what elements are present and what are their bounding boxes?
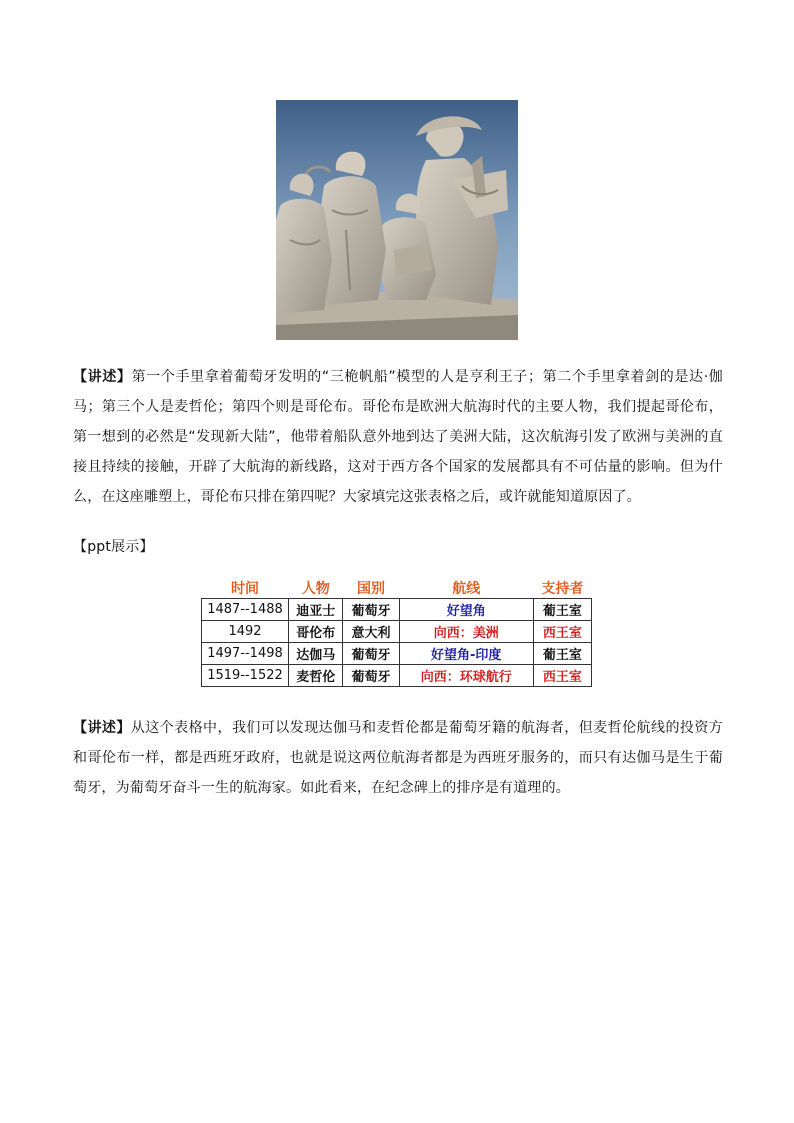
narration-text: 第一个手里拿着葡萄牙发明的“三桅帆船”模型的人是亨利王子；第二个手里拿着剑的是达·伽马；第三个人是麦哲伦；第四个则是哥伦布。哥伦布是欧洲大航海时代的主要人物，我们提起哥伦布，第一想到的必然是“发现新大陆”，他带着船队意外地到达了美洲大陆，这次航海引发了欧洲与美洲的直接且持续的接触，开辟了大航海的新线路，这对于西方各个国家的发展都具有不可估量的影响。但为什么，在这座雕塑上，哥伦布只排在第四呢？大家填完这张表格之后，或许就能知道原因了。 [73, 369, 723, 505]
cell-supporter: 西王室 [533, 621, 591, 643]
narration-paragraph-1 [73, 362, 723, 512]
cell-person: 麦哲伦 [289, 665, 343, 687]
cell-route: 向西：环球航行 [399, 665, 533, 687]
narration-tag: 【讲述】 [73, 369, 132, 385]
header-route: 航线 [399, 577, 533, 599]
header-time: 时间 [202, 577, 289, 599]
cell-supporter: 葡王室 [533, 643, 591, 665]
cell-route: 好望角 [399, 599, 533, 621]
cell-time: 1487--1488 [202, 599, 289, 621]
cell-country: 葡萄牙 [343, 643, 399, 665]
cell-person: 哥伦布 [289, 621, 343, 643]
table-row [202, 643, 592, 665]
cell-country: 葡萄牙 [343, 599, 399, 621]
cell-time: 1519--1522 [202, 665, 289, 687]
header-person: 人物 [289, 577, 343, 599]
header-country: 国别 [343, 577, 399, 599]
narration-tag: 【讲述】 [73, 720, 131, 736]
table-row [202, 599, 592, 621]
navigator-table [201, 577, 592, 687]
cell-route: 向西：美洲 [399, 621, 533, 643]
cell-country: 意大利 [343, 621, 399, 643]
table-header-row [202, 577, 592, 599]
monument-photo [276, 100, 518, 340]
header-supporter: 支持者 [533, 577, 591, 599]
cell-time: 1497--1498 [202, 643, 289, 665]
cell-person: 迪亚士 [289, 599, 343, 621]
table-row [202, 665, 592, 687]
cell-country: 葡萄牙 [343, 665, 399, 687]
narration-text: 从这个表格中，我们可以发现达伽马和麦哲伦都是葡萄牙籍的航海者，但麦哲伦航线的投资方和哥伦布一样，都是西班牙政府，也就是说这两位航海者都是为西班牙服务的，而只有达伽马是生于葡萄牙，为葡萄牙奋斗一生的航海家。如此看来，在纪念碑上的排序是有道理的。 [73, 720, 723, 796]
table-row [202, 621, 592, 643]
ppt-display-label: 【ppt展示】 [73, 539, 154, 555]
cell-route: 好望角-印度 [399, 643, 533, 665]
cell-person: 达伽马 [289, 643, 343, 665]
narration-paragraph-2 [73, 713, 723, 803]
monument-sculpture-photo-icon [276, 100, 518, 340]
cell-time: 1492 [202, 621, 289, 643]
cell-supporter: 西王室 [533, 665, 591, 687]
cell-supporter: 葡王室 [533, 599, 591, 621]
